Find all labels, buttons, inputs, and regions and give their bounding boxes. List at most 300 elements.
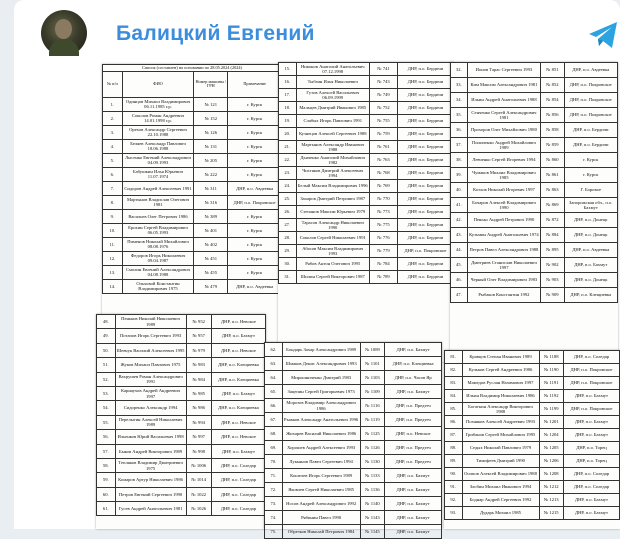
row-number: 35. bbox=[451, 108, 468, 123]
row-number: 49. bbox=[97, 329, 116, 343]
person-name: Сенченко Сергей Александрович 1981 bbox=[467, 108, 540, 123]
record-number: № 1145 bbox=[360, 525, 385, 539]
table-row bbox=[97, 487, 266, 501]
table-row bbox=[103, 111, 282, 125]
record-number: № 1192 bbox=[539, 390, 564, 403]
location-note: ДНР, п.о. Бердичи bbox=[398, 206, 454, 219]
person-name: Тарасов Александр Николаевич 1990 bbox=[296, 219, 370, 232]
table-row bbox=[279, 89, 454, 102]
location-note: ДНР, п.о. Бахмут bbox=[385, 469, 442, 483]
location-note: ДНР, п.о. Бердичи bbox=[398, 89, 454, 102]
person-name: Ким Максим Александрович 1981 bbox=[467, 78, 540, 93]
row-number: 12. bbox=[103, 251, 123, 265]
location-note: ДНР, п.о. Невское bbox=[211, 315, 265, 329]
person-name: Карнаухов Андрей Андреевич 1997 bbox=[115, 386, 186, 400]
personnel-table-5 bbox=[264, 342, 442, 539]
row-number: 60. bbox=[97, 487, 116, 501]
table-row bbox=[265, 497, 442, 511]
record-number: № 1101 bbox=[360, 357, 385, 371]
location-note: г. Курск bbox=[228, 167, 282, 181]
telegram-icon[interactable] bbox=[586, 18, 620, 52]
record-number: № 884 bbox=[541, 228, 564, 243]
person-name: Тепляков Владимир Дмитриевич 1975 bbox=[115, 458, 186, 472]
row-number: 40. bbox=[451, 183, 468, 198]
row-number: 17. bbox=[279, 89, 297, 102]
record-number: № 983 bbox=[186, 358, 211, 372]
personnel-table-6 bbox=[444, 350, 620, 520]
person-name: Ионов Тарас Сергеевич 1993 bbox=[467, 63, 540, 78]
record-number: № 126 bbox=[194, 125, 228, 139]
person-name: Жихарев Василий Николаевич 1986 bbox=[282, 427, 360, 441]
location-note: г. Курск bbox=[228, 153, 282, 167]
table-row bbox=[265, 483, 442, 497]
table-row bbox=[445, 481, 620, 494]
col-header: ФИО bbox=[122, 71, 194, 97]
record-number: № 152 bbox=[194, 111, 228, 125]
table-row bbox=[445, 351, 620, 364]
record-number: № 957 bbox=[186, 329, 211, 343]
record-number: № 984 bbox=[186, 372, 211, 386]
table-row bbox=[279, 76, 454, 89]
person-name: Кузнецов Алексей Сергеевич 1988 bbox=[296, 128, 370, 141]
person-name: Кошелев Игорь Сергеевич 1989 bbox=[282, 469, 360, 483]
row-number: 3. bbox=[103, 125, 123, 139]
table-row bbox=[265, 399, 442, 413]
person-name: Вахрушев Роман Александрович 1991 bbox=[115, 372, 186, 386]
row-number: 33. bbox=[451, 78, 468, 93]
location-note: ДНР, п.о. Бахмут bbox=[211, 386, 265, 400]
document-page-2 bbox=[278, 62, 454, 362]
table-row bbox=[103, 125, 282, 139]
location-note: ДНР, п.о. Покровское bbox=[564, 93, 617, 108]
person-name: Потапов Игорь Сергеевич 1993 bbox=[115, 329, 186, 343]
row-number: 66. bbox=[265, 399, 283, 413]
person-name: Рябов Антон Олегович 1995 bbox=[296, 258, 370, 271]
person-name: Чистяков Дмитрий Алексеевич 1994 bbox=[296, 167, 370, 180]
row-number: 26. bbox=[279, 206, 297, 219]
document-page-3 bbox=[450, 62, 618, 367]
location-note: ДНР, п.о. Предтеч bbox=[385, 399, 442, 413]
row-number: 31. bbox=[279, 271, 297, 284]
record-number: № 784 bbox=[370, 258, 398, 271]
person-name: Слабых Игорь Павлович 1991 bbox=[296, 115, 370, 128]
table-row bbox=[97, 401, 266, 415]
row-number: 5. bbox=[103, 153, 123, 167]
row-number: 56. bbox=[97, 430, 116, 444]
channel-title[interactable]: Балицкий Евгений bbox=[116, 22, 315, 45]
row-number: 92. bbox=[445, 494, 463, 507]
table-row bbox=[279, 258, 454, 271]
table-row bbox=[451, 138, 618, 153]
person-name: Ольховой Константин Владимирович 1975 bbox=[122, 279, 194, 293]
person-name: Соколов Роман Андреевич 14.01.1998 г.р. bbox=[122, 111, 194, 125]
row-number: 93. bbox=[445, 507, 463, 520]
personnel-table-4 bbox=[96, 314, 266, 516]
row-number: 9. bbox=[103, 209, 123, 223]
record-number: № 741 bbox=[370, 63, 398, 76]
row-number: 65. bbox=[265, 385, 283, 399]
record-number: № 776 bbox=[370, 232, 398, 245]
person-name: Пилипенко Андрей Михайлович 1989 bbox=[467, 138, 540, 153]
location-note: г. Курск bbox=[228, 209, 282, 223]
row-number: 11. bbox=[103, 237, 123, 251]
record-number: № 869 bbox=[541, 198, 564, 213]
table-row bbox=[97, 386, 266, 400]
row-number: 45. bbox=[451, 258, 468, 273]
row-number: 42. bbox=[451, 213, 468, 228]
record-number: № 1089 bbox=[360, 343, 385, 357]
table-row bbox=[103, 97, 282, 111]
table-row bbox=[445, 429, 620, 442]
person-name: Сидоренко Александр 1994 bbox=[115, 401, 186, 415]
person-name: Лысенко Евгений Александрович 04.09.1993 bbox=[122, 153, 194, 167]
col-header: № п/п bbox=[103, 71, 123, 97]
document-collage[interactable] bbox=[92, 60, 620, 534]
row-number: 16. bbox=[279, 76, 297, 89]
table-row bbox=[103, 251, 282, 265]
location-note: ДНР, п.о. Авдеевка bbox=[564, 243, 617, 258]
record-number: № 1126 bbox=[360, 441, 385, 455]
location-note: г. Курск bbox=[564, 153, 617, 168]
person-name: Грибанов Сергей Михайлович 1995 bbox=[462, 429, 539, 442]
person-name: Козлов Николай Игоревич 1997 bbox=[467, 183, 540, 198]
location-note: ДНР, п.о. Авдеевка bbox=[564, 63, 617, 78]
record-number: № 1130 bbox=[360, 455, 385, 469]
location-note: ДНР, п.о. Соледар bbox=[564, 351, 620, 364]
record-number: № 952 bbox=[186, 315, 211, 329]
location-note: ДНР, п.о. Соледар bbox=[564, 481, 620, 494]
record-number: № 895 bbox=[541, 243, 564, 258]
table-row bbox=[265, 441, 442, 455]
table-row bbox=[97, 458, 266, 472]
table-row bbox=[103, 237, 282, 251]
record-number: № 1006 bbox=[186, 458, 211, 472]
location-note: г. Курск bbox=[228, 251, 282, 265]
row-number: 91. bbox=[445, 481, 463, 494]
location-note: ДНР, п.о. Бахмут bbox=[385, 525, 442, 539]
record-number: № 1133 bbox=[360, 469, 385, 483]
table-row bbox=[279, 193, 454, 206]
location-note: ДНР, п.о. Бахмут bbox=[385, 483, 442, 497]
person-name: Шевчук Василий Алексеевич 1995 bbox=[115, 343, 186, 357]
person-name: Перелыгин Алексей Николаевич 1989 bbox=[115, 415, 186, 429]
person-name: Дударь Михаил 1985 bbox=[462, 507, 539, 520]
row-number: 64. bbox=[265, 371, 283, 385]
location-note: ДНР, п.о. Покровское bbox=[564, 377, 620, 390]
table-row bbox=[103, 223, 282, 237]
row-number: 47. bbox=[451, 288, 468, 303]
location-note: ДНР, п.о. Бердичи bbox=[564, 138, 617, 153]
table-row bbox=[265, 357, 442, 371]
table-row bbox=[445, 494, 620, 507]
row-number: 2. bbox=[103, 111, 123, 125]
row-number: 21. bbox=[279, 141, 297, 154]
person-name: Кузьмин Андрей Анатольевич 1974 bbox=[467, 228, 540, 243]
location-note: ДНР, п.о. Донецк bbox=[564, 213, 617, 228]
record-number: № 997 bbox=[186, 430, 211, 444]
location-note: ДНР, п.о. Покровское bbox=[564, 78, 617, 93]
location-note: г. Курск bbox=[564, 168, 617, 183]
location-note: г. Курск bbox=[228, 265, 282, 279]
table-row bbox=[97, 329, 266, 343]
location-note: ДНР, п.о. Покровское bbox=[564, 364, 620, 377]
table-row bbox=[97, 502, 266, 516]
person-name: Бочаров Алексей Владимирович 1990 bbox=[467, 198, 540, 213]
record-number: № 311 bbox=[194, 181, 228, 195]
location-note: ДНР, п.о. Бердичи bbox=[398, 167, 454, 180]
table-row bbox=[445, 455, 620, 468]
record-number: № 863 bbox=[541, 183, 564, 198]
table-row bbox=[103, 153, 282, 167]
record-number: № 872 bbox=[541, 213, 564, 228]
record-number: № 479 bbox=[194, 279, 228, 293]
record-number: № 985 bbox=[186, 386, 211, 400]
document-page-5 bbox=[264, 342, 442, 534]
record-number: № 1205 bbox=[539, 442, 564, 455]
row-number: 13. bbox=[103, 265, 123, 279]
table-row bbox=[451, 78, 618, 93]
record-number: № 1109 bbox=[360, 385, 385, 399]
row-number: 18. bbox=[279, 102, 297, 115]
row-number: 32. bbox=[451, 63, 468, 78]
location-note: г. Курск bbox=[228, 139, 282, 153]
location-note: ДНР, п.о. Торец bbox=[564, 442, 620, 455]
row-number: 88. bbox=[445, 442, 463, 455]
location-note: ДНР, п.о. Покровское bbox=[564, 403, 620, 416]
row-number: 73. bbox=[265, 497, 283, 511]
table-row bbox=[279, 167, 454, 180]
table-row bbox=[265, 511, 442, 525]
person-name: Седых Николай Павлович 1979 bbox=[462, 442, 539, 455]
person-name: Носов Андрей Александрович 1992 bbox=[282, 497, 360, 511]
location-note: ДНР, п.о. Донецк bbox=[564, 228, 617, 243]
record-number: № 1212 bbox=[539, 481, 564, 494]
record-number: № 205 bbox=[194, 153, 228, 167]
record-number: № 852 bbox=[541, 78, 564, 93]
table-row bbox=[451, 213, 618, 228]
table-row bbox=[279, 141, 454, 154]
person-name: Ильин Владимир Николаевич 1986 bbox=[462, 390, 539, 403]
person-name: Быков Андрей Викторович 1989 bbox=[115, 444, 186, 458]
personnel-table-3 bbox=[450, 62, 618, 303]
row-number: 53. bbox=[97, 386, 116, 400]
location-note: ДНР, п.о. Невское bbox=[211, 430, 265, 444]
record-number: № 1014 bbox=[186, 473, 211, 487]
location-note: ДНР, п.о. Бахмут bbox=[564, 429, 620, 442]
record-number: № 768 bbox=[370, 167, 398, 180]
record-number: № 860 bbox=[541, 153, 564, 168]
row-number: 61. bbox=[97, 502, 116, 516]
row-number: 24. bbox=[279, 180, 297, 193]
record-number: № 986 bbox=[186, 401, 211, 415]
person-name: Дмитриев Станислав Николаевич 1997 bbox=[467, 258, 540, 273]
record-number: № 451 bbox=[194, 251, 228, 265]
record-number: № 1136 bbox=[360, 483, 385, 497]
location-note: ДНР, п.о. Клещиевка bbox=[211, 358, 265, 372]
record-number: № 1208 bbox=[539, 468, 564, 481]
table-caption: Список (составлен) на основании по 28.05.2024 (2024) bbox=[103, 65, 282, 72]
record-number: № 856 bbox=[541, 108, 564, 123]
record-number: № 401 bbox=[194, 223, 228, 237]
person-name: Рябинин Павел 1990 bbox=[282, 511, 360, 525]
row-number: 14. bbox=[103, 279, 123, 293]
document-page-6 bbox=[444, 350, 620, 529]
record-number: № 1026 bbox=[186, 502, 211, 516]
row-number: 23. bbox=[279, 167, 297, 180]
row-number: 29. bbox=[279, 245, 297, 258]
row-number: 51. bbox=[97, 358, 116, 372]
table-row bbox=[103, 279, 282, 293]
person-name: Пименов Николай Михайлович 08.08.1976 bbox=[122, 237, 194, 251]
record-number: № 861 bbox=[541, 168, 564, 183]
table-row bbox=[451, 198, 618, 213]
person-name: Лукьянов Павел Сергеевич 1994 bbox=[282, 455, 360, 469]
location-note: ДНР, п.о. Соледар bbox=[211, 502, 265, 516]
person-name: Петров Евгений Сергеевич 1990 bbox=[115, 487, 186, 501]
row-number: 41. bbox=[451, 198, 468, 213]
person-name: Зацепин Сергей Григорьевич 1973 bbox=[282, 385, 360, 399]
record-number: № 121 bbox=[194, 97, 228, 111]
record-number: № 755 bbox=[370, 115, 398, 128]
row-number: 8. bbox=[103, 195, 123, 209]
row-number: 58. bbox=[97, 458, 116, 472]
table-row bbox=[451, 153, 618, 168]
row-number: 82. bbox=[445, 364, 463, 377]
location-note: ДНР, п.о. Бахмут bbox=[564, 390, 620, 403]
location-note: ДНР, п.о. Авдеевка bbox=[228, 279, 282, 293]
record-number: № 903 bbox=[541, 273, 564, 288]
person-name: Рыжков Александр Анатольевич 1996 bbox=[282, 413, 360, 427]
table-row bbox=[445, 377, 620, 390]
table-row bbox=[279, 115, 454, 128]
row-number: 19. bbox=[279, 115, 297, 128]
row-number: 43. bbox=[451, 228, 468, 243]
row-number: 44. bbox=[451, 243, 468, 258]
table-row bbox=[97, 343, 266, 357]
table-row bbox=[279, 180, 454, 193]
row-number: 34. bbox=[451, 93, 468, 108]
record-number: № 761 bbox=[370, 141, 398, 154]
person-name: Васильев Олег Петрович 1986 bbox=[122, 209, 194, 223]
person-name: Соколов Сергей Николаевич 1991 bbox=[296, 232, 370, 245]
person-name: Одинцов Михаил Владимирович 06.11.1985 г.р. bbox=[122, 97, 194, 111]
location-note: ДНР, п.о. Покровское bbox=[398, 245, 454, 258]
row-number: 67. bbox=[265, 413, 283, 427]
row-number: 25. bbox=[279, 193, 297, 206]
person-name: Кульков Сергей Андреевич 1986 bbox=[462, 364, 539, 377]
person-name: Злобин Михаил Иванович 1994 bbox=[462, 481, 539, 494]
location-note: ДНР, п.о. Бердичи bbox=[398, 76, 454, 89]
person-name: Прохоров Олег Михайлович 1980 bbox=[467, 123, 540, 138]
row-number: 6. bbox=[103, 167, 123, 181]
location-note: ДНР, п.о. Бердичи bbox=[398, 232, 454, 245]
person-name: Левченко Сергей Игоревич 1994 bbox=[467, 153, 540, 168]
location-note: ДНР, п.о. Клещиевка bbox=[385, 357, 442, 371]
avatar-body bbox=[49, 39, 79, 56]
table-row bbox=[265, 371, 442, 385]
location-note: ДНР, п.о. Часов Яр bbox=[385, 371, 442, 385]
table-row bbox=[97, 358, 266, 372]
table-row bbox=[265, 427, 442, 441]
row-number: 68. bbox=[265, 427, 283, 441]
table-row bbox=[279, 102, 454, 115]
row-number: 55. bbox=[97, 415, 116, 429]
person-name: Гутов Алексей Васильевич 06.09.1999 bbox=[296, 89, 370, 102]
record-number: № 770 bbox=[370, 193, 398, 206]
location-note: ДНР, п.о. Бахмут bbox=[564, 507, 620, 520]
location-note: ДНР, п.о. Бахмут bbox=[564, 416, 620, 429]
table-row bbox=[451, 273, 618, 288]
person-name: Рыбаков Константин 1992 bbox=[467, 288, 540, 303]
row-number: 87. bbox=[445, 429, 463, 442]
location-note: ДНР, п.о. Бердичи bbox=[398, 128, 454, 141]
record-number: № 775 bbox=[370, 219, 398, 232]
location-note: ДНР, п.о. Бахмут bbox=[385, 511, 442, 525]
row-number: 10. bbox=[103, 223, 123, 237]
record-number: № 789 bbox=[370, 271, 398, 284]
record-number: № 763 bbox=[370, 154, 398, 167]
record-number: № 1199 bbox=[539, 403, 564, 416]
person-name: Смолин Евгений Александрович 04.08.1988 bbox=[122, 265, 194, 279]
record-number: № 779 bbox=[370, 245, 398, 258]
table-row bbox=[97, 473, 266, 487]
row-number: 69. bbox=[265, 441, 283, 455]
location-note: ДНР, п.о. Бердичи bbox=[398, 63, 454, 76]
location-note: г. Курск bbox=[228, 237, 282, 251]
row-number: 89. bbox=[445, 455, 463, 468]
record-number: № 769 bbox=[370, 180, 398, 193]
table-row bbox=[97, 315, 266, 329]
record-number: № 402 bbox=[194, 237, 228, 251]
record-number: № 998 bbox=[186, 444, 211, 458]
table-row bbox=[451, 63, 618, 78]
table-row bbox=[103, 181, 282, 195]
person-name: Бабушкин Илья Юрьевич 11.07.1974 bbox=[122, 167, 194, 181]
record-number: № 222 bbox=[194, 167, 228, 181]
person-name: Гусев Андрей Анатольевич 1981 bbox=[115, 502, 186, 516]
location-note: ДНР, п.о. Авдеевка bbox=[228, 181, 282, 195]
row-number: 4. bbox=[103, 139, 123, 153]
record-number: № 752 bbox=[370, 102, 398, 115]
post-card bbox=[14, 0, 620, 534]
avatar[interactable] bbox=[41, 10, 87, 56]
person-name: Тимофеев Дмитрий 1990 bbox=[462, 455, 539, 468]
row-number: 62. bbox=[265, 343, 283, 357]
record-number: № 1215 bbox=[539, 507, 564, 520]
row-number: 75. bbox=[265, 525, 283, 539]
personnel-table-2 bbox=[278, 62, 454, 284]
location-note: ДНР, п.о. Бердичи bbox=[398, 193, 454, 206]
table-row bbox=[445, 468, 620, 481]
location-note: ДНР, п.о. Бердичи bbox=[398, 115, 454, 128]
table-row bbox=[279, 63, 454, 76]
col-header: Номер машины / ГРН bbox=[194, 71, 228, 97]
record-number: № 316 bbox=[194, 195, 228, 209]
document-page-4 bbox=[96, 314, 266, 529]
row-number: 37. bbox=[451, 138, 468, 153]
person-name: Ильенков Юрий Васильевич 1998 bbox=[115, 430, 186, 444]
table-row bbox=[451, 168, 618, 183]
person-name: Степанов Максим Юрьевич 1979 bbox=[296, 206, 370, 219]
location-note: ДНР, п.о. Клещиевка bbox=[211, 372, 265, 386]
location-note: ДНР, п.о. Бердичи bbox=[398, 180, 454, 193]
person-name: Комаров Артур Николаевич 1986 bbox=[115, 473, 186, 487]
row-number: 74. bbox=[265, 511, 283, 525]
person-name: Орехов Александр Сергеевич 22.10.1988 bbox=[122, 125, 194, 139]
location-note: ДНР, п.о. Невское bbox=[385, 427, 442, 441]
avatar-face bbox=[55, 19, 72, 39]
table-row bbox=[279, 154, 454, 167]
